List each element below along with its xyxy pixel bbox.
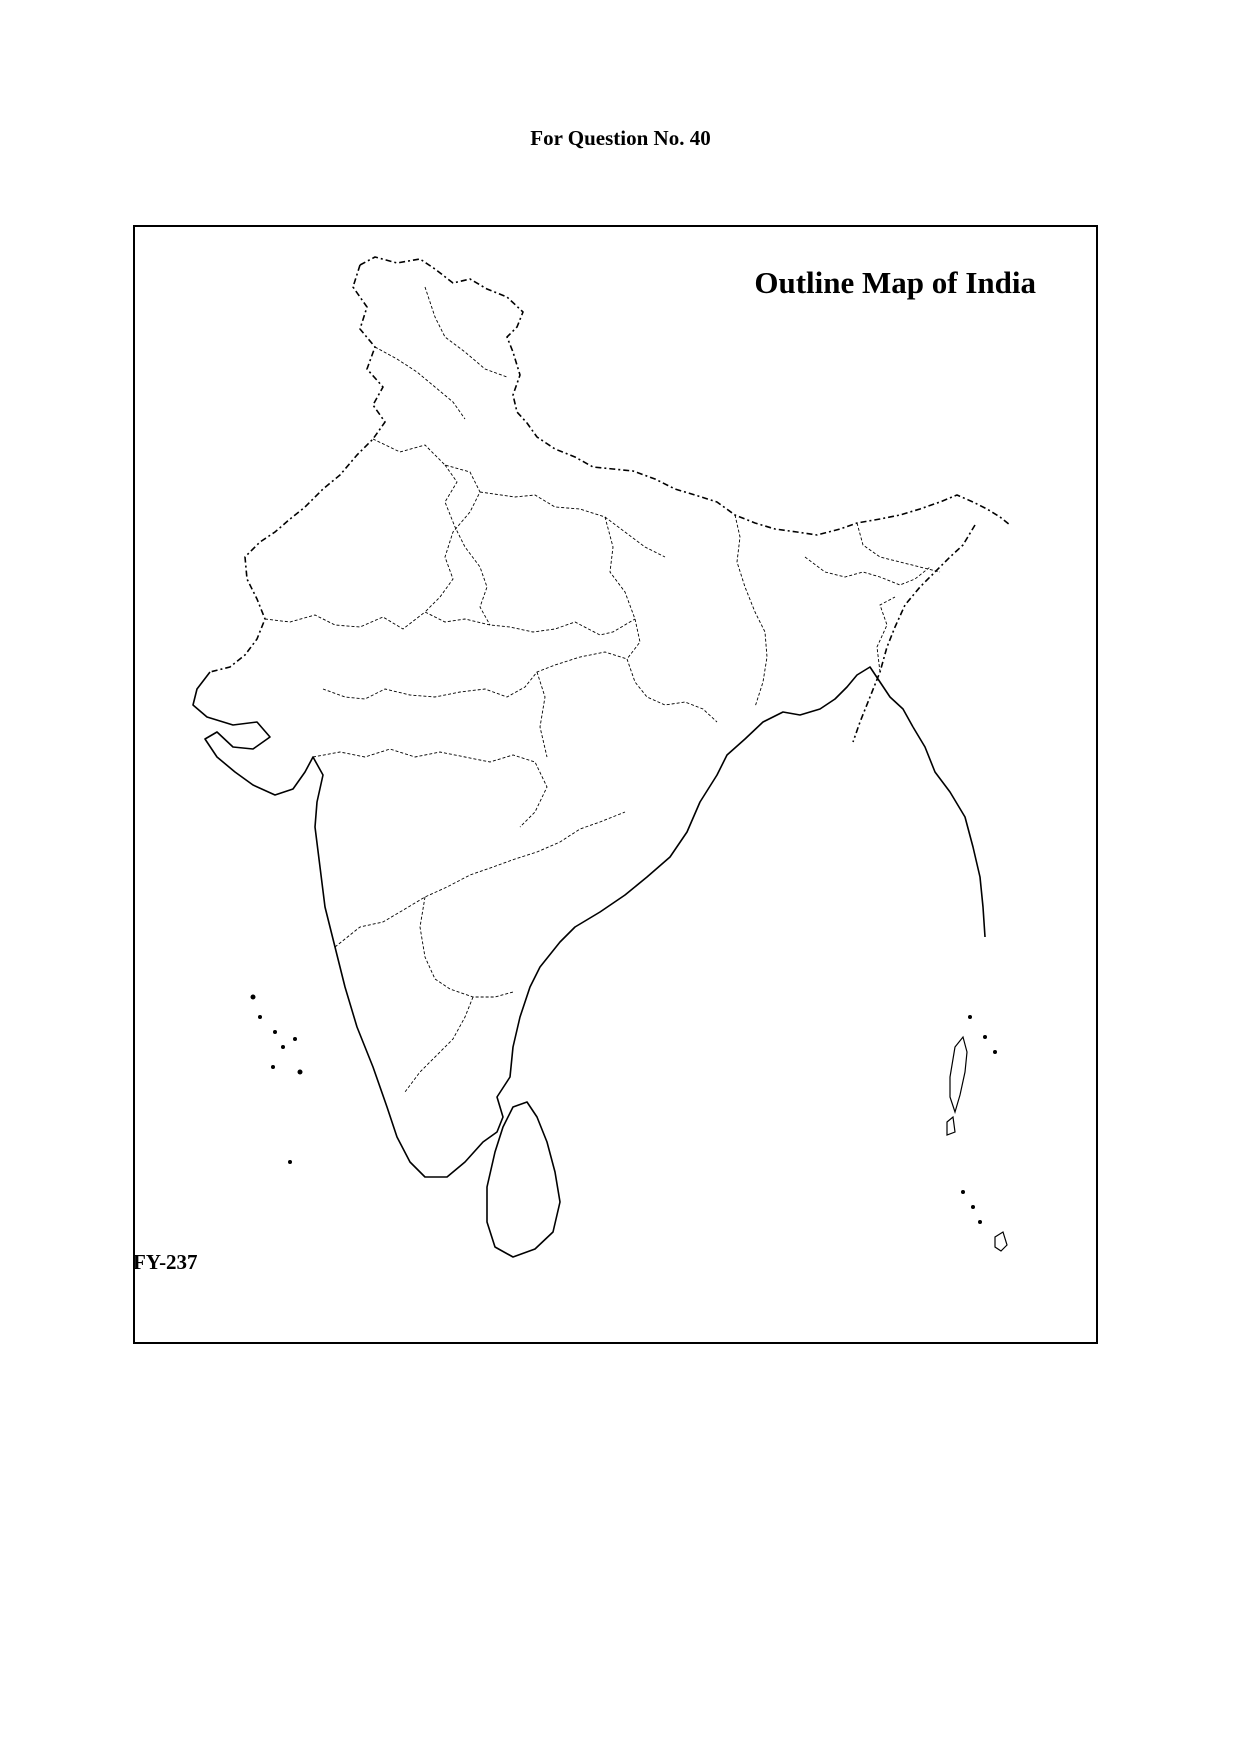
nicobar-island bbox=[971, 1205, 975, 1209]
lakshadweep-island bbox=[258, 1015, 262, 1019]
state-boundary bbox=[405, 997, 473, 1092]
state-boundary bbox=[375, 347, 465, 419]
state-boundary bbox=[735, 515, 767, 707]
state-boundary bbox=[537, 672, 547, 757]
state-boundary bbox=[627, 659, 717, 722]
mainland-coastline bbox=[193, 667, 913, 1177]
state-boundary bbox=[420, 897, 513, 997]
lakshadweep-island bbox=[271, 1065, 275, 1069]
map-title: Outline Map of India bbox=[754, 265, 1036, 300]
sri-lanka bbox=[487, 1102, 560, 1257]
northeast-border bbox=[853, 525, 975, 742]
lakshadweep-island bbox=[281, 1045, 285, 1049]
question-heading: For Question No. 40 bbox=[530, 126, 711, 150]
nicobar-island bbox=[978, 1220, 982, 1224]
andaman-island bbox=[983, 1035, 987, 1039]
state-boundary bbox=[373, 439, 480, 612]
page-code: FY-237 bbox=[133, 1250, 198, 1274]
map-frame bbox=[133, 225, 1098, 1344]
island bbox=[288, 1160, 292, 1164]
state-boundary bbox=[445, 465, 490, 625]
state-boundary bbox=[857, 523, 940, 572]
lakshadweep-island bbox=[293, 1037, 297, 1041]
lakshadweep-island bbox=[273, 1030, 277, 1034]
nicobar-island bbox=[961, 1190, 965, 1194]
andaman-island bbox=[968, 1015, 972, 1019]
nicobar-islands bbox=[995, 1232, 1007, 1251]
state-boundary bbox=[877, 597, 895, 672]
state-boundary bbox=[805, 557, 930, 585]
lakshadweep-island bbox=[251, 995, 256, 1000]
state-boundary bbox=[265, 612, 635, 635]
state-boundary bbox=[323, 652, 627, 699]
andaman-islands bbox=[947, 1117, 955, 1135]
state-boundary bbox=[313, 749, 547, 827]
state-boundary bbox=[335, 812, 625, 947]
eastern-coastline bbox=[913, 727, 985, 937]
andaman-island bbox=[993, 1050, 997, 1054]
state-boundary bbox=[480, 492, 665, 557]
india-outline-map bbox=[135, 227, 1096, 1342]
state-boundary bbox=[605, 517, 640, 659]
lakshadweep-island bbox=[298, 1070, 303, 1075]
andaman-islands bbox=[950, 1037, 967, 1112]
